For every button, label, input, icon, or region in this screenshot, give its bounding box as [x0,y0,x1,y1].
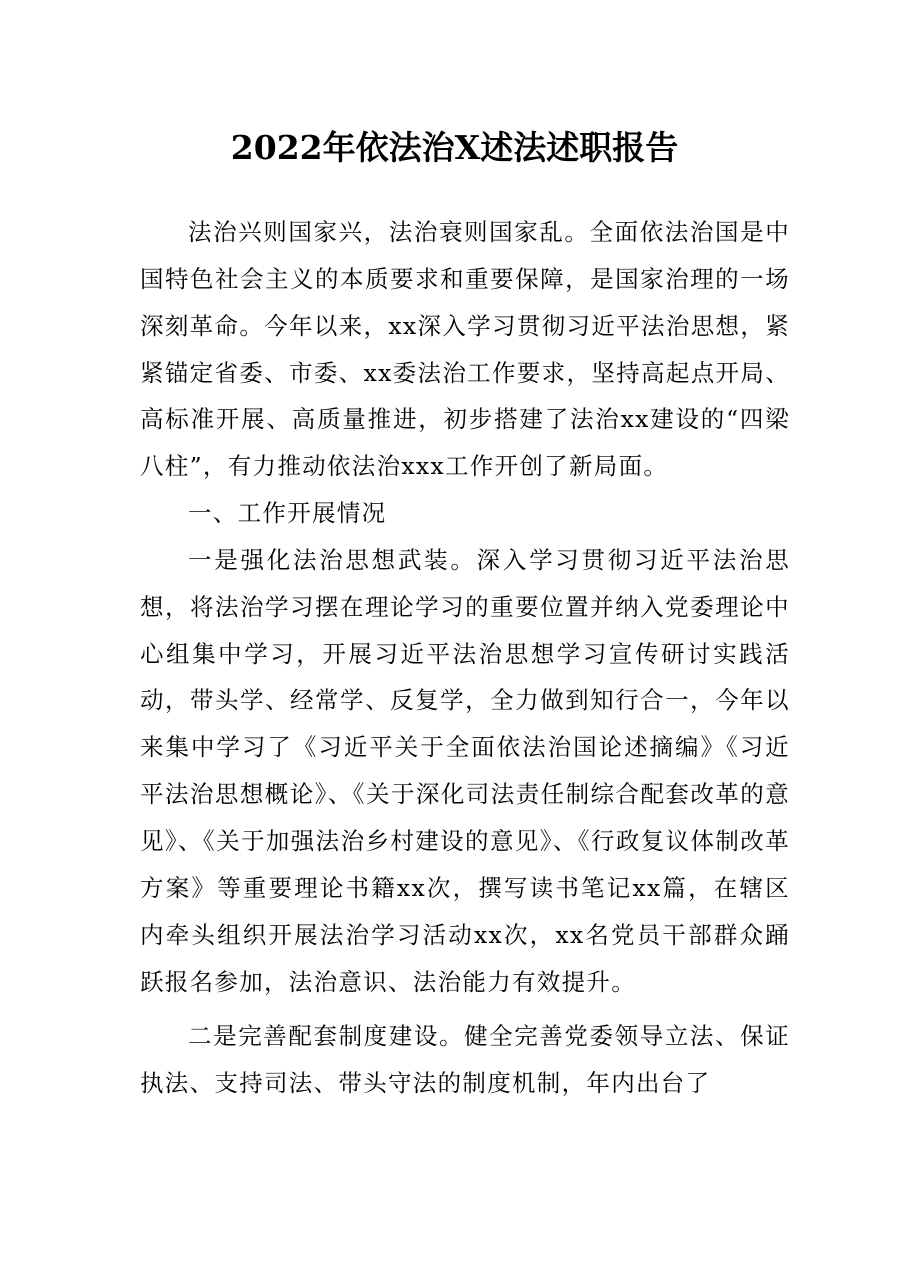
body-paragraph-1: 一是强化法治思想武装。深入学习贯彻习近平法治思想，将法治学习摆在理论学习的重要位置并纳入党委理论中心组集中学习，开展习近平法治思想学习宣传研讨实践活动，带头学、经常学、反复学，全力做到知行合一，今年以来集中学习了《习近平关于全面依法治国论述摘编》《习近平法治思想概论》、《关于深化司法责任制综合配套改革的意见》、《关于加强法治乡村建设的意见》、《行政复议体制改革方案》等重要理论书籍xx次，撰写读书笔记xx篇，在辖区内牵头组织开展法治学习活动xx次，xx名党员干部群众踊跃报名参加，法治意识、法治能力有效提升。 [140,545,790,996]
intro-paragraph: 法治兴则国家兴，法治衰则国家乱。全面依法治国是中国特色社会主义的本质要求和重要保障，是国家治理的一场深刻革命。今年以来，xx深入学习贯彻习近平法治思想，紧紧锚定省委、市委、xx委法治工作要求，坚持高起点开局、高标准开展、高质量推进，初步搭建了法治xx建设的“四梁八柱”，有力推动依法治xxx工作开创了新局面。 [140,218,790,481]
body-paragraph-2: 二是完善配套制度建设。健全完善党委领导立法、保证执法、支持司法、带头守法的制度机制，年内出台了 [140,1022,790,1098]
document-body [140,209,790,1107]
document-title: 2022年依法治X述法述职报告 [230,128,679,167]
paragraph-gap [140,1005,790,1013]
section-heading: 一、工作开展情况 [188,499,387,528]
